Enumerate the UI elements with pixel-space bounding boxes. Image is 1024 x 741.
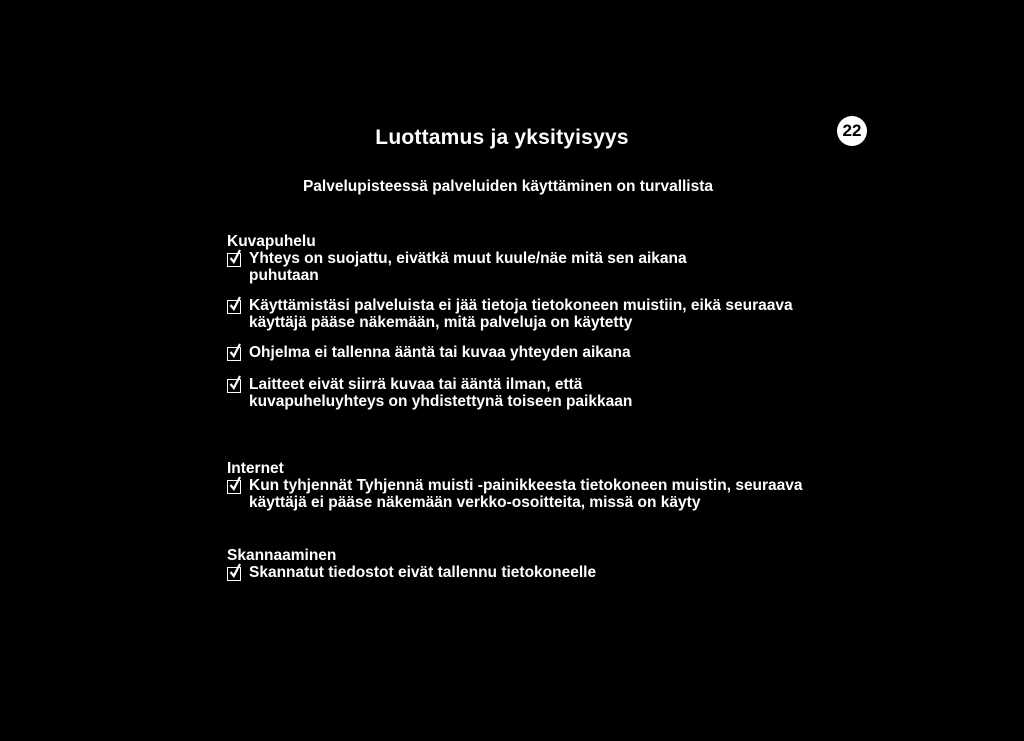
list-item-text: Kun tyhjennät Tyhjennä muisti -painikkeesta tietokoneen muistin, seuraava käyttäjä ei pääse näkemään verkko-osoitteita, missä on käyty	[249, 477, 803, 511]
list-item	[227, 344, 807, 361]
list-item-text: Laitteet eivät siirrä kuvaa tai ääntä ilman, että kuvapuheluyhteys on yhdistettynä toiseen paikkaan	[249, 376, 633, 410]
checked-box-icon	[227, 347, 241, 361]
page-subtitle: Palvelupisteessä palveluiden käyttäminen on turvallista	[302, 178, 714, 195]
checked-box-icon	[227, 567, 241, 581]
list-item-text: Yhteys on suojattu, eivätkä muut kuule/näe mitä sen aikana puhutaan	[249, 250, 687, 284]
checked-box-icon	[227, 480, 241, 494]
list-item	[227, 477, 807, 511]
section-skannaaminen	[227, 547, 807, 581]
section-heading: Skannaaminen	[227, 547, 337, 564]
section-heading: Kuvapuhelu	[227, 233, 316, 250]
list-item	[227, 564, 807, 581]
page-title: Luottamus ja yksityisyys	[375, 126, 629, 149]
checked-box-icon	[227, 253, 241, 267]
section-heading: Internet	[227, 460, 284, 477]
checked-box-icon	[227, 300, 241, 314]
page-number-badge: 22	[837, 116, 867, 146]
list-item-text: Käyttämistäsi palveluista ei jää tietoja tietokoneen muistiin, eikä seuraava käyttäjä pääse näkemään, mitä palveluja on käytetty	[249, 297, 793, 331]
list-item	[227, 250, 697, 284]
list-item-text: Ohjelma ei tallenna ääntä tai kuvaa yhteyden aikana	[249, 344, 631, 361]
list-item	[227, 376, 697, 410]
list-item-text: Skannatut tiedostot eivät tallennu tietokoneelle	[249, 564, 597, 581]
list-item	[227, 297, 807, 331]
checked-box-icon	[227, 379, 241, 393]
section-internet	[227, 460, 807, 511]
section-kuvapuhelu	[227, 233, 807, 410]
